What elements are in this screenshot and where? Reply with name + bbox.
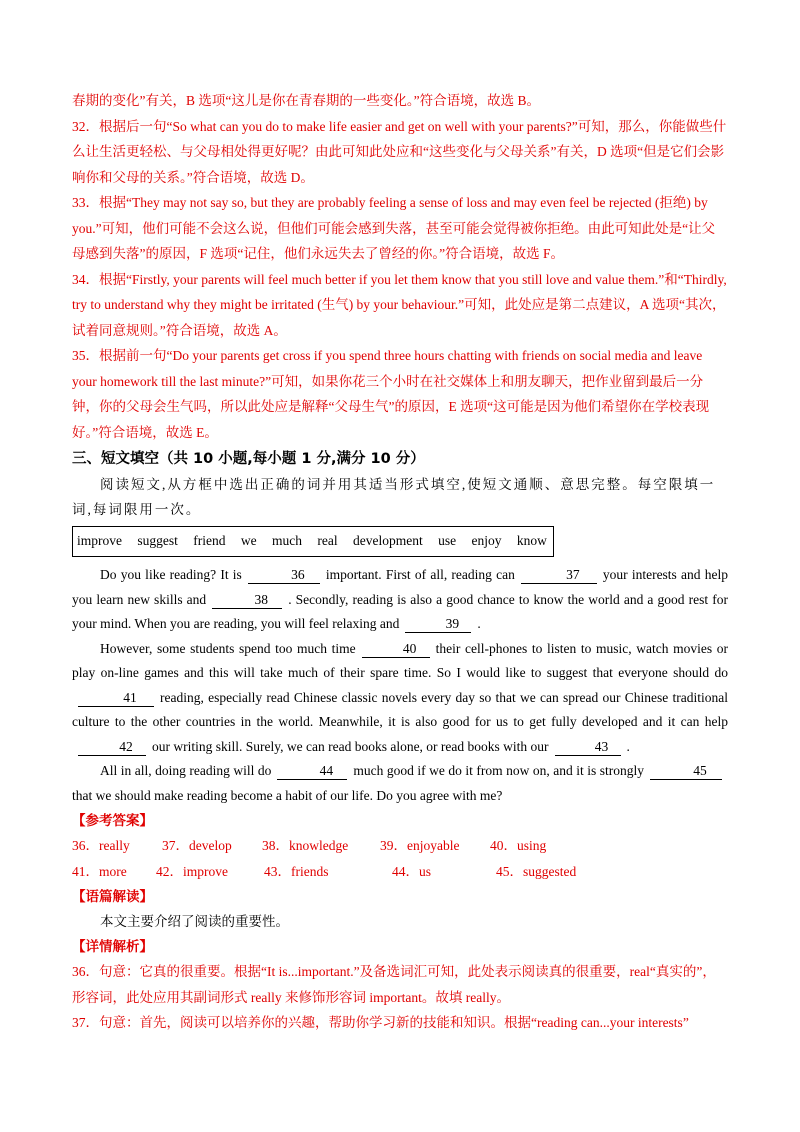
passage-text: However, some students spend too much time <box>100 640 356 656</box>
blank-45[interactable]: 45 <box>650 762 722 780</box>
explanation-35: 35．根据前一句“Do your parents get cross if you spend three hours chatting with friends on social media and leave your homework till the last minute?”可知，如果你花三个小时在社交媒体上和朋友聊天，把作业留到最后一分钟，你的父母会生气吗，所以此处应是解释“父母生气”的原因，E 选项“这可能是因为他们希望你在学校表现好。”符合语境，故选 E。 <box>72 348 710 440</box>
blank-41[interactable]: 41 <box>78 689 154 707</box>
passage-paragraph-3 <box>72 759 728 808</box>
passage-paragraph-1 <box>72 563 728 637</box>
answer-item: 37．develop <box>162 838 232 853</box>
word-bank-item: development <box>352 533 423 548</box>
detail-37: 37．句意：首先，阅读可以培养你的兴趣，帮助你学习新的技能和知识。根据“reading can...your interests” <box>72 1015 689 1030</box>
section-instruction: 阅读短文,从方框中选出正确的词并用其适当形式填空,使短文通顺、意思完整。每空限填一词,每词限用一次。 <box>72 477 716 517</box>
explanation-31-tail: 春期的变化”有关，B 选项“这儿是你在青春期的一些变化。”符合语境，故选 B。 <box>72 93 540 108</box>
answer-item: 36．really <box>72 838 130 853</box>
word-bank-item: use <box>438 533 457 548</box>
blank-43[interactable]: 43 <box>555 738 621 756</box>
passage-text: that we should make reading become a habit of our life. Do you agree with me? <box>72 787 503 803</box>
blank-39[interactable]: 39 <box>405 615 471 633</box>
answer-item: 43．friends <box>264 863 329 879</box>
passage-text: much good if we do it from now on, and it is strongly <box>353 763 644 778</box>
blank-38[interactable]: 38 <box>212 591 282 609</box>
detail-36: 36．句意：它真的很重要。根据“It is...important.”及备选词汇可知，此处表示阅读真的很重要，real“真实的”，形容词，此处应用其副词形式 really 来修饰形容词 important。故填 really。 <box>72 964 716 1005</box>
passage-text: . Secondly, reading is also a good chance to know the world and a good rest for your mind. When you are reading, you will feel relaxing and <box>72 591 728 631</box>
passage-text: our writing skill. Surely, we can read books alone, or read books with our <box>152 738 549 754</box>
passage-text: important. First of all, reading can <box>325 567 515 582</box>
passage-text: their cell-phones to listen to music, watch movies or play on-line games and this will take much of their spare time. So I would like to suggest that everyone should do <box>72 640 728 680</box>
answer-item: 40．using <box>490 838 547 853</box>
blank-44[interactable]: 44 <box>277 762 347 780</box>
passage-text: . <box>626 738 630 754</box>
passage-text: reading, especially read Chinese classic novels every day so that we can spread our Chinese traditional culture to the other countries in the world. Meanwhile, it is also good for us to get fully developed and it can help <box>72 689 728 729</box>
word-bank-item: real <box>317 533 338 548</box>
word-bank-box <box>72 526 554 557</box>
answers-row-1 <box>72 833 728 859</box>
document-page <box>72 88 728 1036</box>
answer-item: 42．improve <box>156 863 228 879</box>
detail-title: 【详情解析】 <box>72 939 153 954</box>
blank-42[interactable]: 42 <box>78 738 146 756</box>
answer-item: 41．more <box>72 863 127 879</box>
answer-item: 45．suggested <box>496 863 577 879</box>
top-explanations <box>72 88 728 445</box>
analysis-title: 【语篇解读】 <box>72 889 153 904</box>
answer-title: 【参考答案】 <box>72 813 153 828</box>
answers-row-2 <box>72 859 728 885</box>
analysis-text: 本文主要介绍了阅读的重要性。 <box>100 914 289 929</box>
answer-item: 39．enjoyable <box>380 838 460 853</box>
word-bank-item: friend <box>193 533 226 548</box>
explanation-34: 34．根据“Firstly, your parents will feel much better if you let them know that you still love and value them.”和“Thirdly, try to understand why they might be irritated (生气) by your behaviour.”可知，此处应是第二点建议，A 选项“其次，试着同意规则。”符合语境，故选 A。 <box>72 271 727 338</box>
blank-40[interactable]: 40 <box>362 640 430 658</box>
word-bank-item: know <box>516 533 547 548</box>
word-bank-item: enjoy <box>471 533 502 548</box>
answer-item: 38．knowledge <box>262 838 349 853</box>
passage-text: All in all, doing reading will do <box>100 763 272 778</box>
blank-37[interactable]: 37 <box>521 566 597 584</box>
explanation-33: 33．根据“They may not say so, but they are probably feeling a sense of loss and may even feel be rejected (拒绝) by you.”可知，他们可能不会这么说，但他们可能会感到失落，甚至可能会觉得被你拒绝。由此可知此处是“让父母感到失落”的原因，F 选项“记住，他们永远失去了曾经的你。”符合语境，故选 F。 <box>72 195 716 261</box>
explanation-32: 32．根据后一句“So what can you do to make life easier and get on well with your parents?”可知，那么，你能做些什么让生活更轻松、与父母相处得更好呢？由此可知此处应和“这些变化与父母关系”有关，D 选项“但是它们会影响你和父母的关系。”符合语境，故选 D。 <box>72 118 727 185</box>
word-bank-item: suggest <box>137 533 178 548</box>
section-heading: 三、短文填空（共 10 小题,每小题 1 分,满分 10 分） <box>72 451 425 467</box>
answer-item: 44．us <box>392 863 432 879</box>
passage-text: . <box>477 616 481 631</box>
passage-paragraph-2 <box>72 637 728 760</box>
passage-text: Do you like reading? It is <box>100 567 242 582</box>
passage-text: your interests and help you learn new skills and <box>72 567 728 607</box>
word-bank-item: much <box>271 533 302 548</box>
word-bank-item: improve <box>77 533 122 548</box>
detail-explanations <box>72 959 728 1036</box>
word-bank-item: we <box>240 533 257 548</box>
blank-36[interactable]: 36 <box>248 566 320 584</box>
